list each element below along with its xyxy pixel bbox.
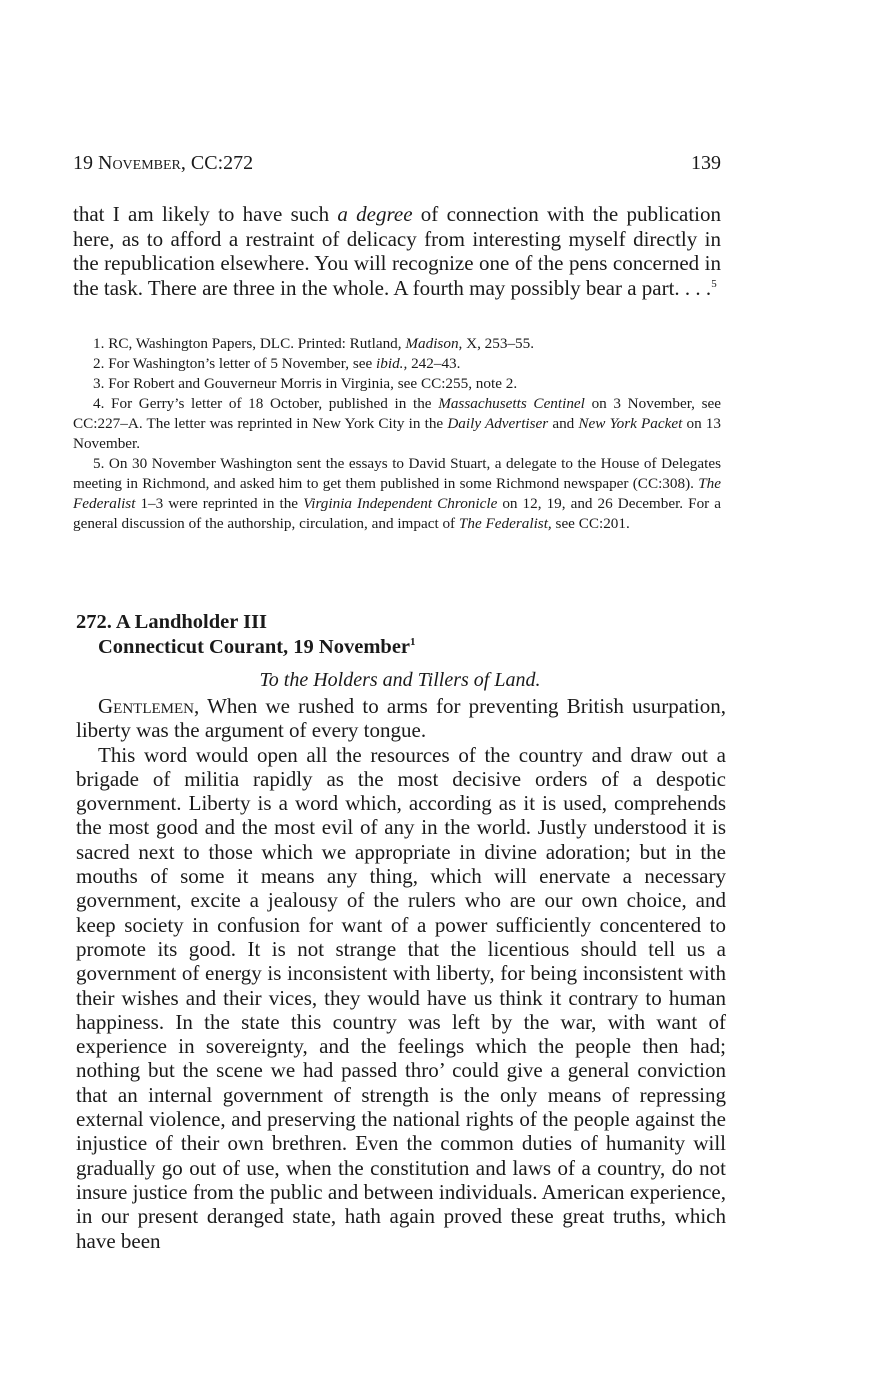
document-source xyxy=(76,635,724,660)
note-text: see CC:201. xyxy=(551,515,630,532)
note-text: 1–3 were reprinted in the xyxy=(135,495,304,512)
continuation-paragraph xyxy=(73,202,721,300)
note-text: 1. RC, Washington Papers, DLC. Printed: Rutland, xyxy=(93,335,406,352)
running-head-doc-ref: CC:272 xyxy=(185,152,254,174)
note-text: on 13 November. xyxy=(73,415,721,452)
note-italic: The Federalist, xyxy=(458,515,552,532)
note-text: 5. On 30 November Washington sent the essays to David Stuart, a delegate to the House of Delegates meeting in Richmond, and asked him to get them published in some Richmond newspaper (CC:308). xyxy=(73,455,721,492)
note-italic: New York Packet xyxy=(578,415,683,432)
paragraph-1 xyxy=(76,694,726,743)
running-head-title xyxy=(73,150,253,176)
note-1 xyxy=(73,334,721,354)
note-text: 4. For Gerry’s letter of 18 October, published in the xyxy=(93,395,439,412)
note-text: and xyxy=(548,415,579,432)
page-number: 139 xyxy=(691,152,721,174)
note-italic: The Federalist xyxy=(73,475,721,512)
note-2 xyxy=(73,354,721,374)
editorial-notes xyxy=(73,334,721,534)
document-body xyxy=(76,694,726,1253)
document-heading xyxy=(76,610,724,660)
note-italic: ibid., xyxy=(376,355,408,372)
salutation: Gentlemen, xyxy=(98,694,200,718)
paragraph-italic: a degree xyxy=(337,202,413,226)
note-text: 242–43. xyxy=(407,355,461,372)
paragraph-2: This word would open all the resources of the country and draw out a brigade of militia rapidly as the most decisive orders of a despotic government. Liberty is a word which, according as it is used, comprehends the most good and the most evil of any in the world. Justly understood it is sacred next to those which we appropriate in divine adoration; but in the mouths of some it means any thing, which will enervate a necessary government, excite a jealousy of the rulers who are our own choice, and keep society in confusion for want of a power sufficiently concentered to promote its good. It is not strange that the licentious should tell us a government of energy is inconsistent with liberty, for being inconsistent with their wishes and their vices, they would have us think it contrary to human happiness. In the state this country was left by the war, with want of experience in sovereignty, and the feelings which the people then had; nothing but the scene we had passed thro’ could give a general conviction that an internal government of strength is the only means of repressing external violence, and preserving the national rights of the people against the injustice of their own brethren. Even the common duties of humanity will gradually go out of use, when the constitution and laws of a country, do not insure justice from the public and between individuals. American experience, in our present deranged state, hath again proved these great truths, which have been xyxy=(76,742,726,1253)
footnote-ref: 5 xyxy=(711,277,717,290)
note-text: 3. For Robert and Gouverneur Morris in Virginia, see CC:255, note 2. xyxy=(93,375,518,392)
address-line: To the Holders and Tillers of Land. xyxy=(259,669,541,691)
paragraph-text: of connection with the publication here, as to afford a restraint of delicacy from interesting myself directly in the republication elsewhere. You will recognize one of the pens concerned in the task. There are three in the whole. A fourth may possibly bear a part. . . . xyxy=(73,202,722,300)
note-text: on 3 November, see CC:227–A. The letter was reprinted in New York City in the xyxy=(73,395,722,432)
note-3 xyxy=(73,374,721,394)
document-source-text: Connecticut Courant, 19 November xyxy=(98,636,411,658)
note-text: 2. For Washington’s letter of 5 November, see xyxy=(93,355,377,372)
note-italic: Virginia Independent Chronicle xyxy=(303,495,498,512)
paragraph-text: that I am likely to have such xyxy=(73,202,338,226)
running-head-date: 19 November, xyxy=(73,152,186,174)
note-italic: Madison, xyxy=(405,335,463,352)
note-text: on 12, 19, and 26 December. For a general discussion of the authorship, circulation, and impact of xyxy=(73,495,721,532)
paragraph-text: When we rushed to arms for preventing British usurpation, liberty was the argument of every tongue. xyxy=(76,694,726,743)
note-text: X, 253–55. xyxy=(462,335,535,352)
document-title: 272. A Landholder III xyxy=(76,611,268,633)
note-italic: Daily Advertiser xyxy=(447,415,549,432)
note-4 xyxy=(73,394,721,454)
note-5 xyxy=(73,454,721,534)
footnote-ref: 1 xyxy=(410,636,416,649)
note-italic: Massachusetts Centinel xyxy=(438,395,585,412)
